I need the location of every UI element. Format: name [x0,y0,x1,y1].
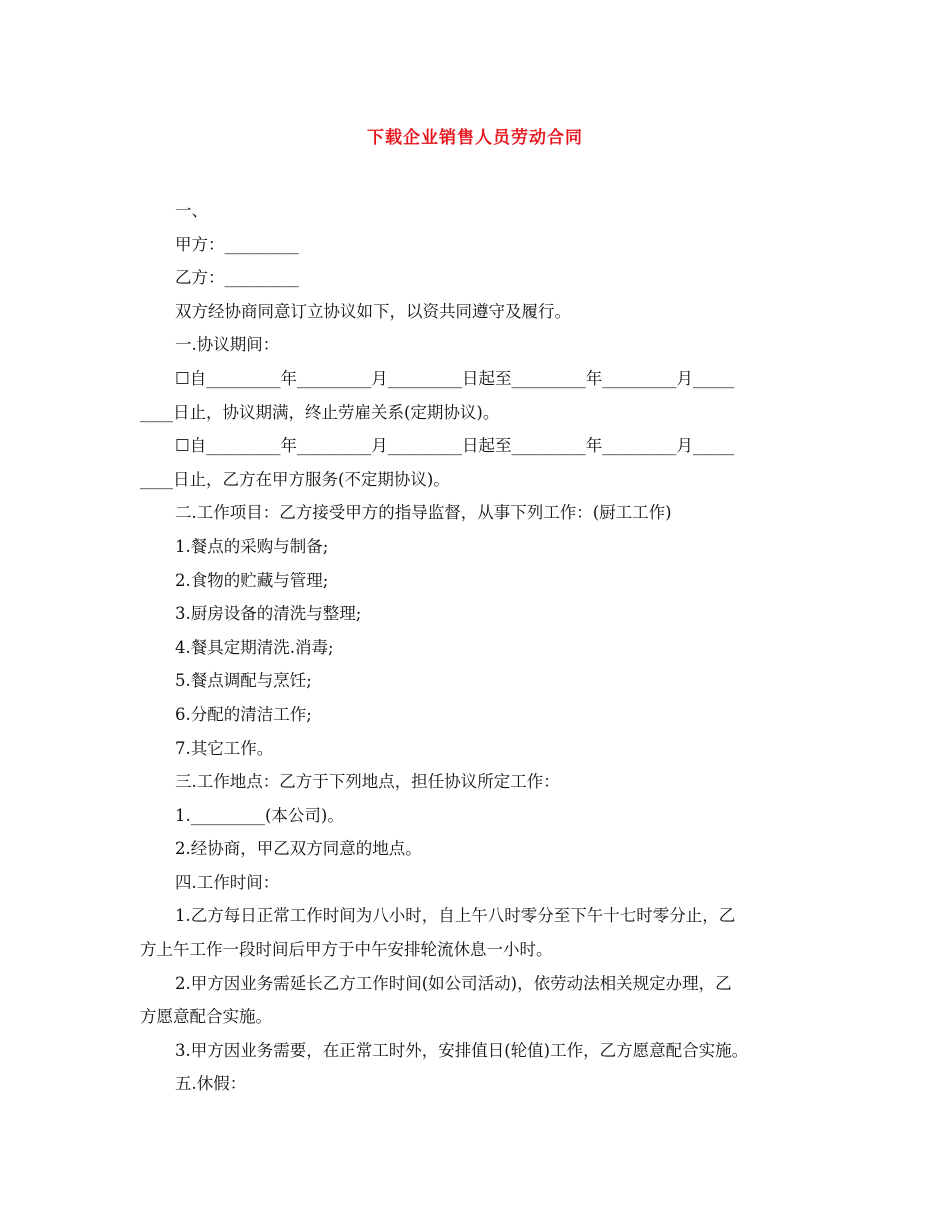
fixed-term-line: ☐自_________年_________月_________日起至_________年_________月_____ [175,368,735,388]
list-item: 1.餐点的采购与制备; [175,536,329,556]
party-a-line: 甲方：_________ [175,234,299,254]
list-item: 5.餐点调配与烹饪; [175,671,312,691]
list-item: 1.乙方每日正常工作时间为八小时，自上午八时零分至下午十七时零分止，乙 [175,906,736,926]
clause-heading-work-items: 二.工作项目：乙方接受甲方的指导监督，从事下列工作：(厨工工作) [175,503,672,523]
clause-heading-leave: 五.休假： [175,1074,247,1094]
list-item: 4.餐具定期清洗.消毒; [175,637,334,657]
clause-heading-hours: 四.工作时间： [175,872,280,892]
clause-heading-term: 一.协议期间： [175,335,280,355]
list-item: 7.其它工作。 [175,738,274,758]
list-item: 2.经协商，甲乙双方同意的地点。 [175,839,422,859]
list-item-cont: 方上午工作一段时间后甲方于中午安排轮流休息一小时。 [140,940,553,960]
list-item: 2.甲方因业务需延长乙方工作时间(如公司活动)，依劳动法相关规定办理，乙 [175,973,732,993]
list-item: 6.分配的清洁工作; [175,704,312,724]
list-item: 3.甲方因业务需要，在正常工时外，安排值日(轮值)工作，乙方愿意配合实施。 [175,1040,749,1060]
list-item: 2.食物的贮藏与管理; [175,570,329,590]
fixed-term-line-cont: ____日止，协议期满，终止劳雇关系(定期协议)。 [140,402,500,422]
open-term-line-cont: ____日止，乙方在甲方服务(不定期协议)。 [140,469,450,489]
document-title: 下载企业销售人员劳动合同 [367,128,583,148]
list-item-cont: 方愿意配合实施。 [140,1007,272,1027]
clause-heading-location: 三.工作地点：乙方于下列地点，担任协议所定工作： [175,772,560,792]
document-body [140,194,812,1101]
agreement-intro: 双方经协商同意订立协议如下，以资共同遵守及履行。 [175,301,571,321]
party-b-line: 乙方：_________ [175,268,299,288]
list-item: 3.厨房设备的清洗与整理; [175,604,362,624]
open-term-line: ☐自_________年_________月_________日起至_________年_________月_____ [175,436,735,456]
list-item: 1._________(本公司)。 [175,805,344,825]
section-heading-1: 一、 [175,201,208,220]
